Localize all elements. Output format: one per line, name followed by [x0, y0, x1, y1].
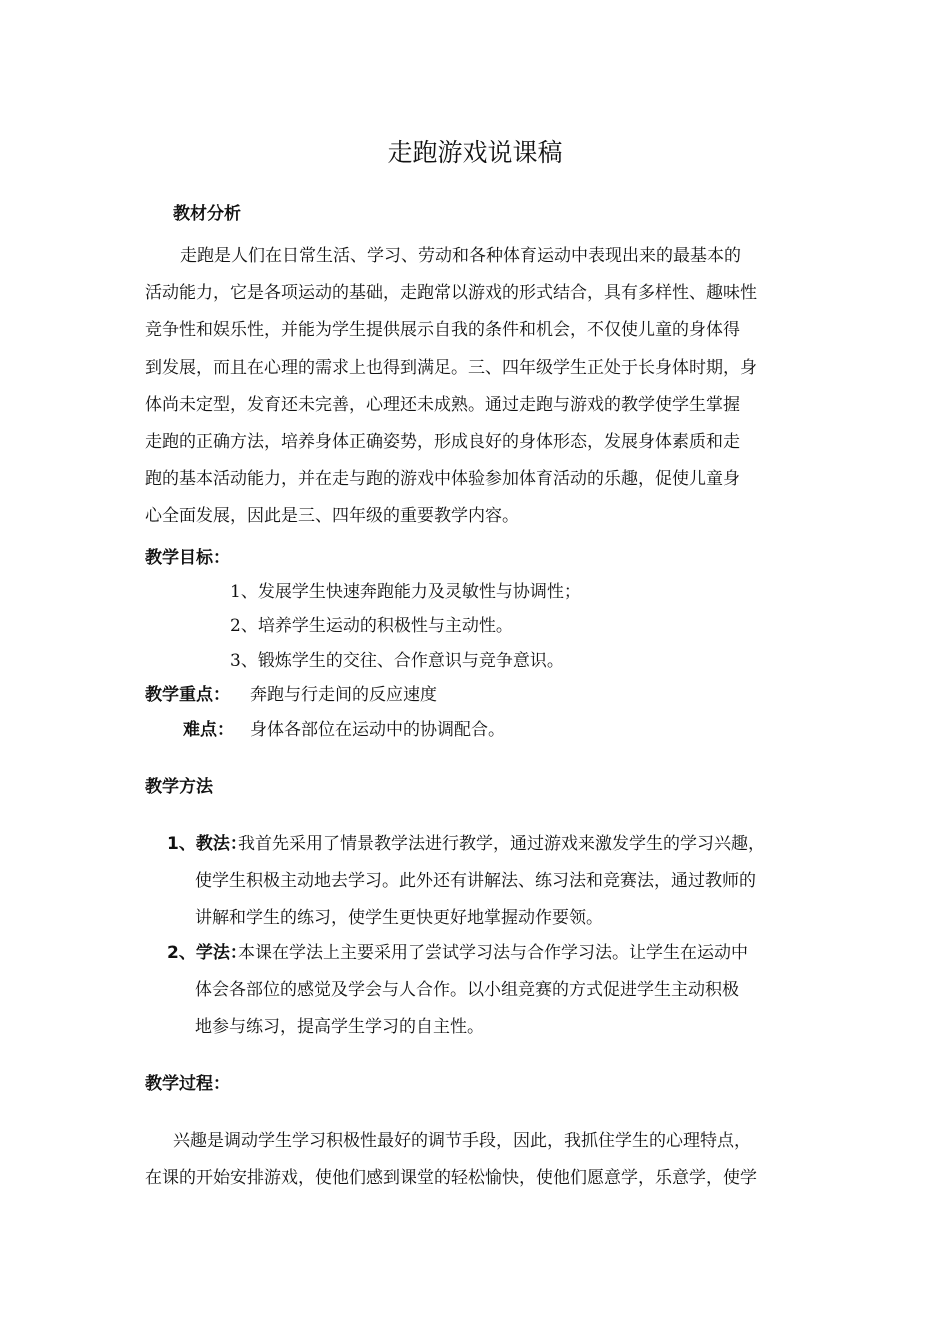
paragraph-line: 竞争性和娱乐性，并能为学生提供展示自我的条件和机会，不仅使儿童的身体得	[145, 320, 740, 341]
key-point-text: 奔跑与行走间的反应速度	[250, 685, 437, 705]
page-title: 走跑游戏说课稿	[387, 138, 563, 167]
paragraph-line: 体尚未定型，发育还未完善，心理还未成熟。通过走跑与游戏的教学使学生掌握	[145, 394, 740, 415]
method-label-learning: 2、学法：	[167, 943, 247, 963]
teaching-process-paragraph	[145, 1123, 813, 1197]
paragraph-line: 兴趣是调动学生学习积极性最好的调节手段，因此，我抓住学生的心理特点，	[173, 1131, 751, 1151]
paragraph-line: 在课的开始安排游戏，使他们感到课堂的轻松愉快，使他们愿意学，乐意学，使学	[145, 1168, 757, 1189]
method-line: 讲解和学生的练习，使学生更快更好地掌握动作要领。	[195, 908, 603, 928]
goal-item: 2、培养学生运动的积极性与主动性。	[230, 616, 513, 636]
paragraph-line: 到发展，而且在心理的需求上也得到满足。三、四年级学生正处于长身体时期，身	[145, 357, 757, 378]
method-line: 本课在学法上主要采用了尝试学习法与合作学习法。让学生在运动中	[238, 943, 748, 963]
section-heading-teaching-process: 教学过程：	[145, 1074, 230, 1094]
goal-item: 1、发展学生快速奔跑能力及灵敏性与协调性；	[230, 582, 581, 602]
method-label-teaching: 1、教法：	[167, 834, 247, 854]
difficulty-text: 身体各部位在运动中的协调配合。	[250, 720, 505, 740]
paragraph-line: 走跑是人们在日常生活、学习、劳动和各种体育运动中表现出来的最基本的	[180, 246, 741, 266]
paragraph-line: 跑的基本活动能力，并在走与跑的游戏中体验参加体育活动的乐趣，促使儿童身	[145, 469, 740, 490]
goal-item: 3、锻炼学生的交往、合作意识与竞争意识。	[230, 651, 564, 671]
method-line: 体会各部位的感觉及学会与人合作。以小组竞赛的方式促进学生主动积极	[195, 980, 739, 1000]
difficulty-label: 难点：	[183, 720, 234, 740]
method-line: 使学生积极主动地去学习。此外还有讲解法、练习法和竞赛法，通过教师的	[195, 871, 756, 891]
method-line: 地参与练习，提高学生学习的自主性。	[195, 1017, 484, 1037]
section-heading-teaching-methods: 教学方法	[145, 777, 213, 797]
paragraph-line: 走跑的正确方法，培养身体正确姿势，形成良好的身体形态，发展身体素质和走	[145, 432, 740, 453]
paragraph-line: 活动能力，它是各项运动的基础，走跑常以游戏的形式结合，具有多样性、趣味性	[145, 283, 757, 304]
section-heading-teaching-goals: 教学目标：	[145, 548, 230, 568]
paragraph-line: 心全面发展，因此是三、四年级的重要教学内容。	[145, 506, 519, 527]
method-line: 我首先采用了情景教学法进行教学，通过游戏来激发学生的学习兴趣，	[238, 834, 765, 854]
material-analysis-paragraph	[145, 238, 813, 536]
section-heading-material-analysis: 教材分析	[173, 204, 241, 224]
key-point-label: 教学重点：	[145, 685, 230, 705]
